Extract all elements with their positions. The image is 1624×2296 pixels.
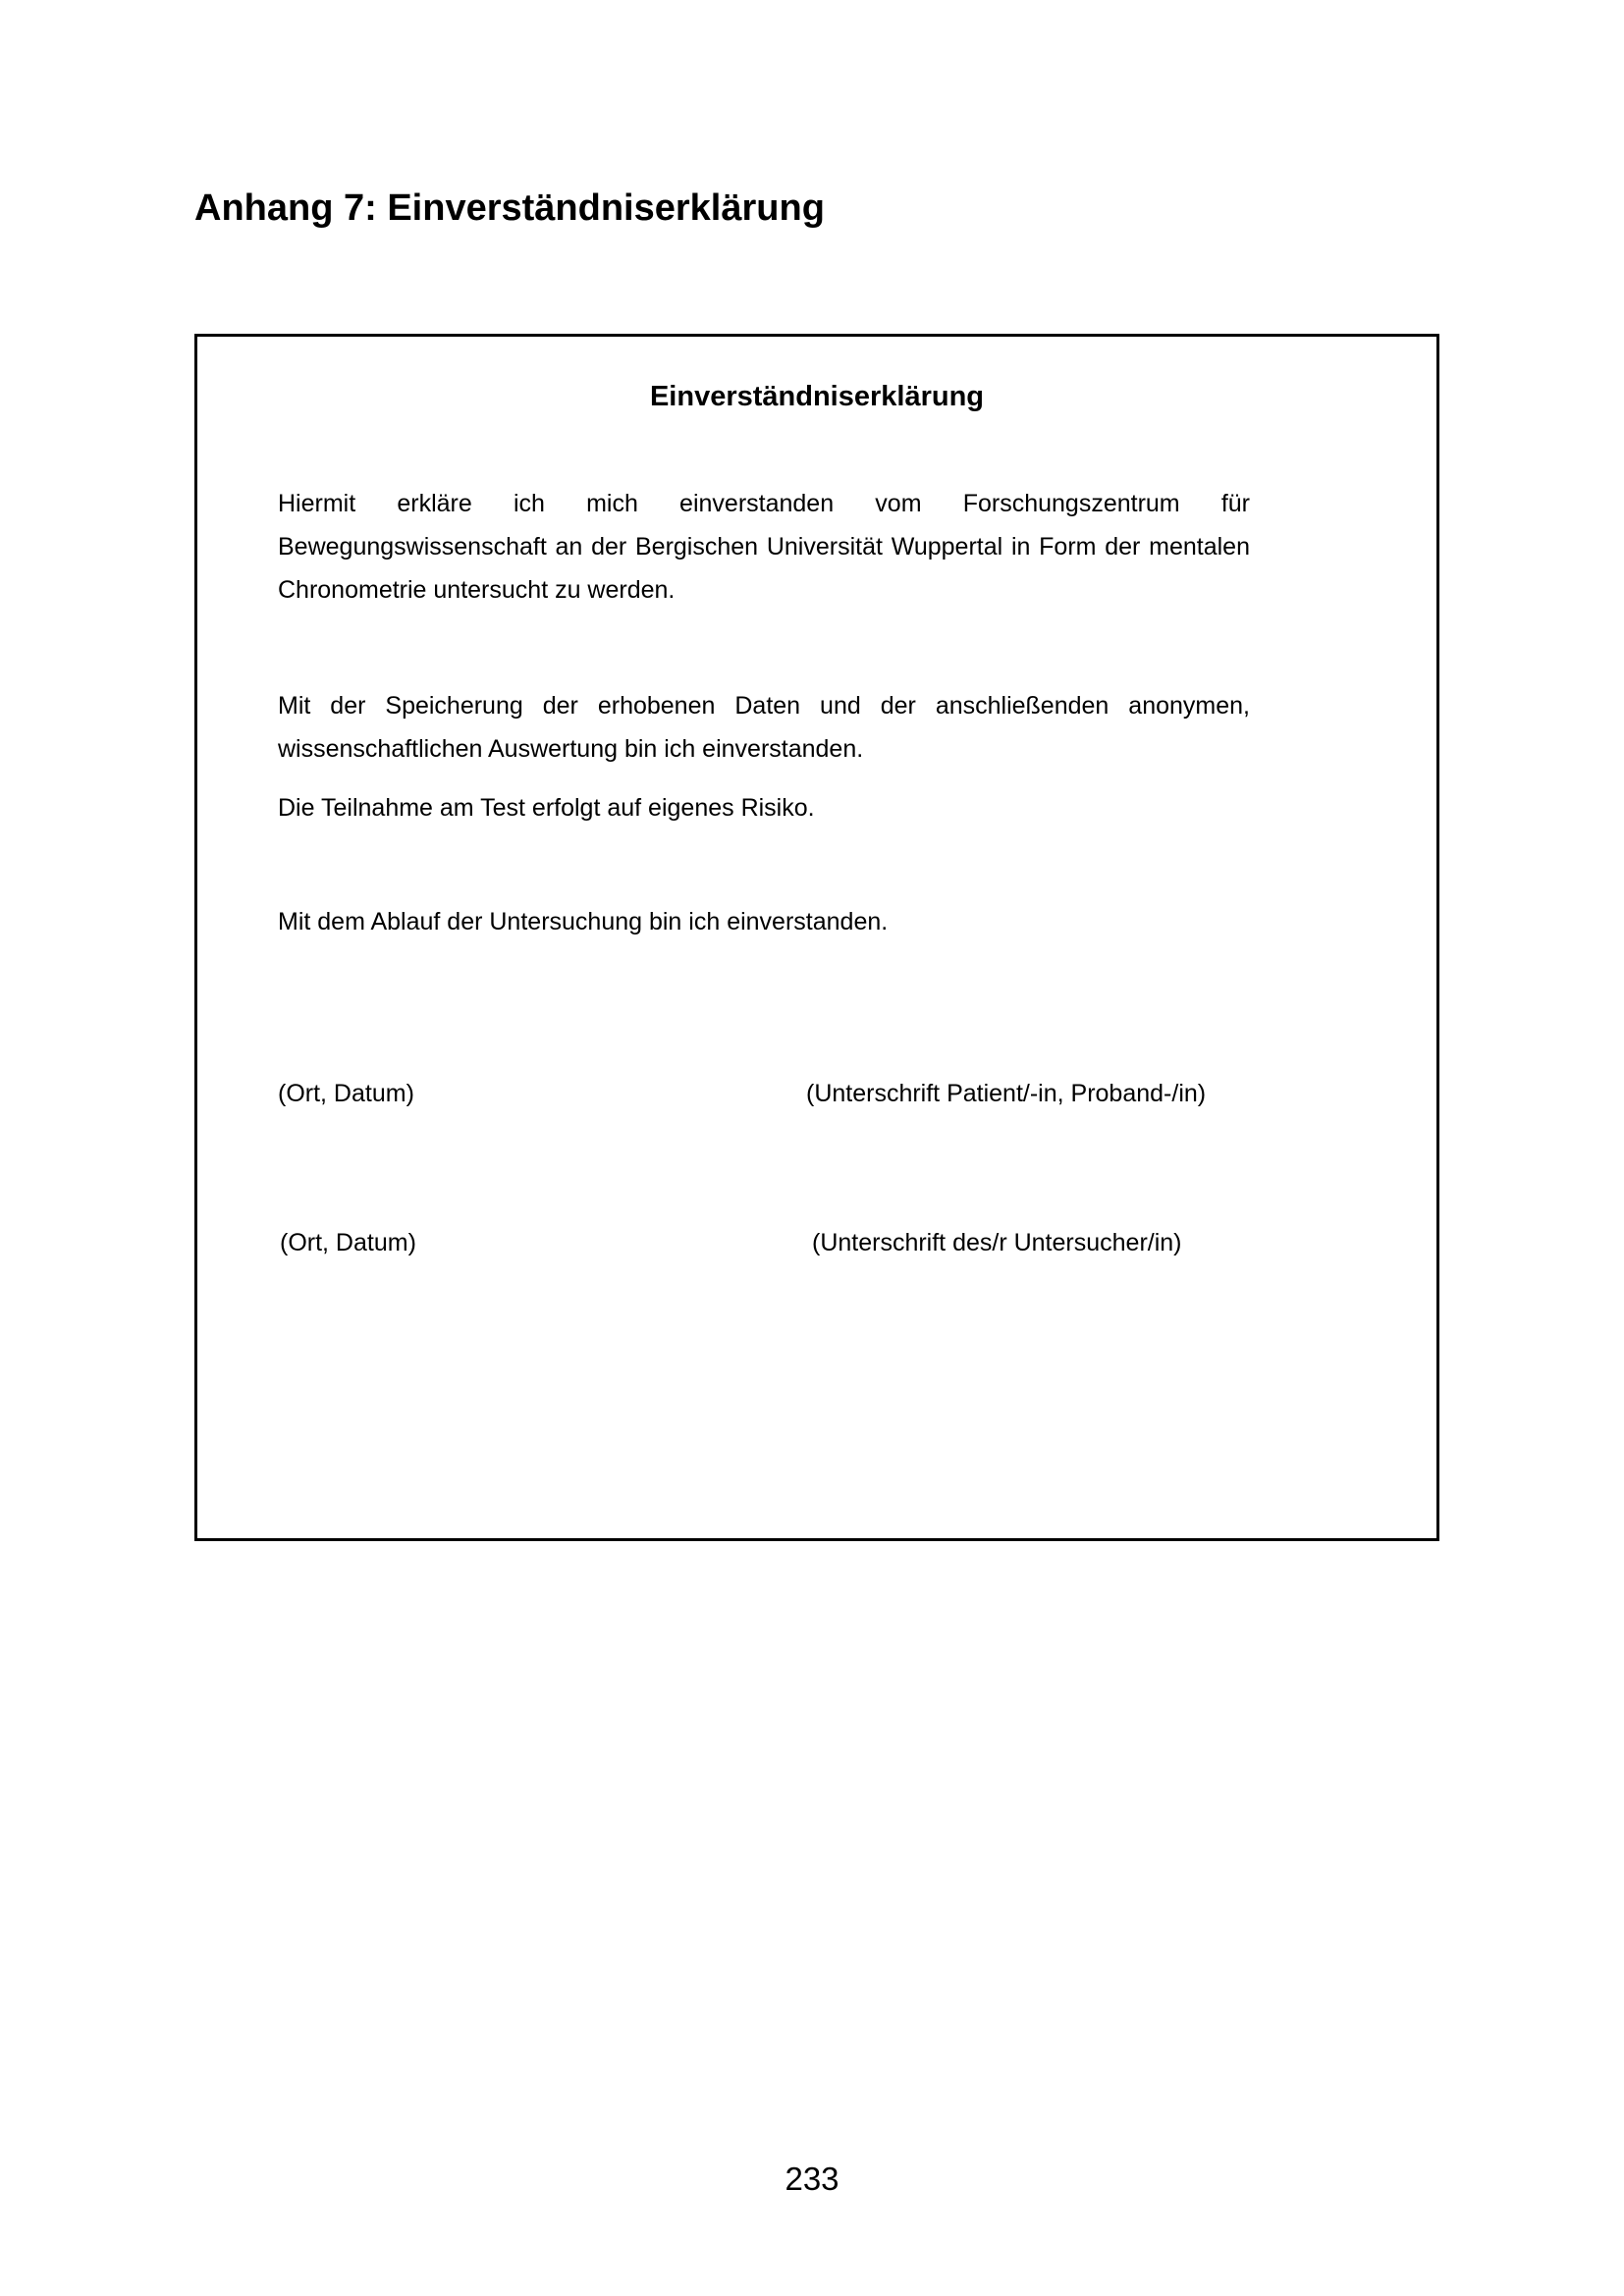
consent-paragraph-examination: Hiermit erkläre ich mich einverstanden vom Forschungszentrum für Bewegungswissenschaft an der Bergischen Universität Wuppertal in Form der mentalen Chronometrie untersucht zu werden.: [278, 490, 1250, 604]
participant-signature-label: (Unterschrift Patient/-in, Proband-/in): [806, 1080, 1207, 1107]
page-heading: Anhang 7: Einverständniserklärung: [194, 187, 825, 229]
place-date-label: (Ort, Datum): [278, 1080, 414, 1107]
consent-paragraph-data-storage: Mit der Speicherung der erhobenen Daten und der anschließenden anonymen, wissenschaftlichen Auswertung bin ich einverstanden.: [278, 692, 1250, 763]
form-title: Einverständniserklärung: [649, 381, 985, 412]
consent-paragraph-risk: Die Teilnahme am Test erfolgt auf eigenes Risiko.: [278, 794, 815, 822]
consent-paragraph-procedure: Mit dem Ablauf der Untersuchung bin ich einverstanden.: [278, 908, 889, 935]
examiner-signature-label: (Unterschrift des/r Untersucher/in): [812, 1229, 1182, 1256]
consent-form-box: [194, 334, 1439, 1541]
place-date-label: (Ort, Datum): [280, 1229, 416, 1256]
page-number: 233: [785, 2161, 839, 2197]
